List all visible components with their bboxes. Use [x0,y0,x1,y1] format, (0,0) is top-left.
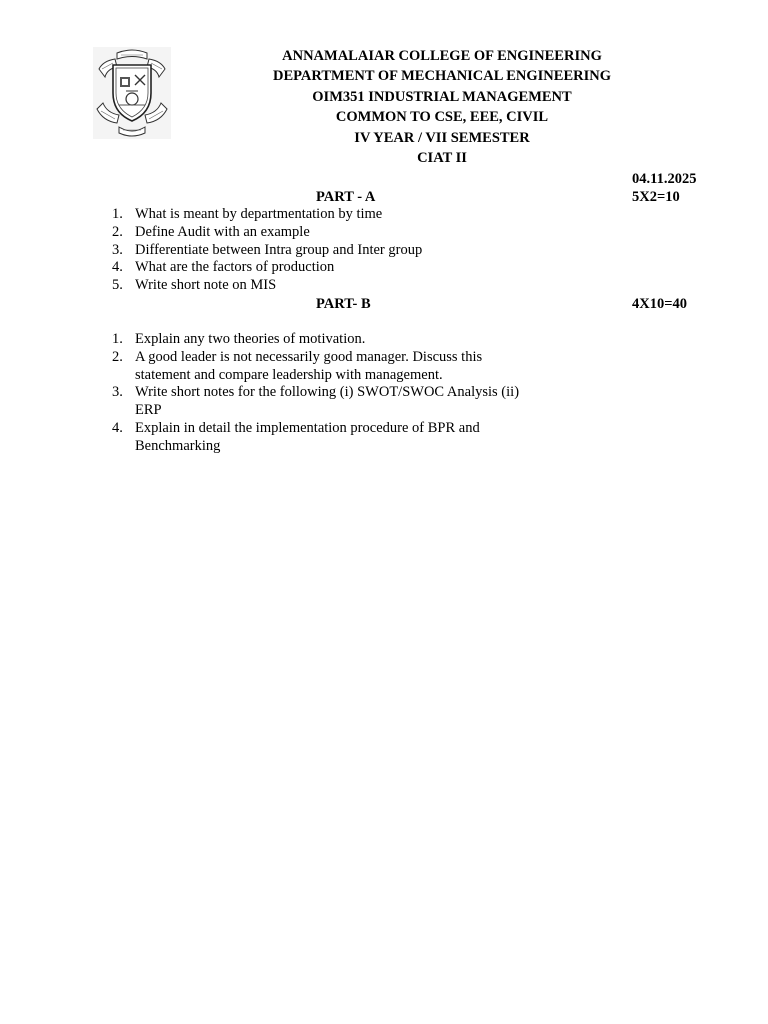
question-text: Explain in detail the implementation procedure of BPR and Benchmarking [135,419,480,454]
question-text: Explain any two theories of motivation. [135,331,366,347]
part-b-title: PART- B [316,296,371,312]
part-a-questions [0,206,560,295]
question-number: 4. [112,259,123,276]
part-b-marks: 4X10=40 [632,296,687,312]
part-a-title: PART - A [316,189,376,205]
department-name: DEPARTMENT OF MECHANICAL ENGINEERING [273,68,611,85]
list-item [0,331,530,349]
part-b-questions [0,331,530,456]
course-title: OIM351 INDUSTRIAL MANAGEMENT [312,88,572,105]
question-number: 3. [112,241,123,258]
exam-name: CIAT II [417,150,467,167]
question-number: 5. [112,277,123,294]
question-text: Write short notes for the following (i) SWOT/SWOC Analysis (ii) ERP [135,384,520,419]
question-number: 2. [112,348,123,365]
college-seal-logo [93,47,171,139]
list-item [0,384,530,420]
part-a-marks: 5X2=10 [632,189,680,205]
question-text: Differentiate between Intra group and Inter group [135,241,423,258]
exam-header [240,46,644,168]
question-text: A good leader is not necessarily good manager. Discuss this statement and compare leadership with management. [135,348,483,383]
college-name: ANNAMALAIAR COLLEGE OF ENGINEERING [282,48,602,64]
question-number: 4. [112,419,123,436]
question-text: What are the factors of production [135,259,335,276]
year-semester: IV YEAR / VII SEMESTER [354,129,530,146]
list-item [0,206,560,224]
question-text: Define Audit with an example [135,223,310,240]
list-item [0,277,560,295]
list-item [0,420,530,456]
list-item [0,224,560,242]
exam-date: 04.11.2025 [632,171,697,187]
list-item [0,259,560,277]
list-item [0,242,560,260]
question-number: 3. [112,384,123,401]
question-number: 1. [112,331,123,347]
question-number: 2. [112,223,123,240]
common-to: COMMON TO CSE, EEE, CIVIL [335,109,549,126]
question-text: Write short note on MIS [135,277,277,294]
list-item [0,349,530,385]
question-number: 1. [112,206,123,222]
question-text: What is meant by departmentation by time [135,206,383,222]
